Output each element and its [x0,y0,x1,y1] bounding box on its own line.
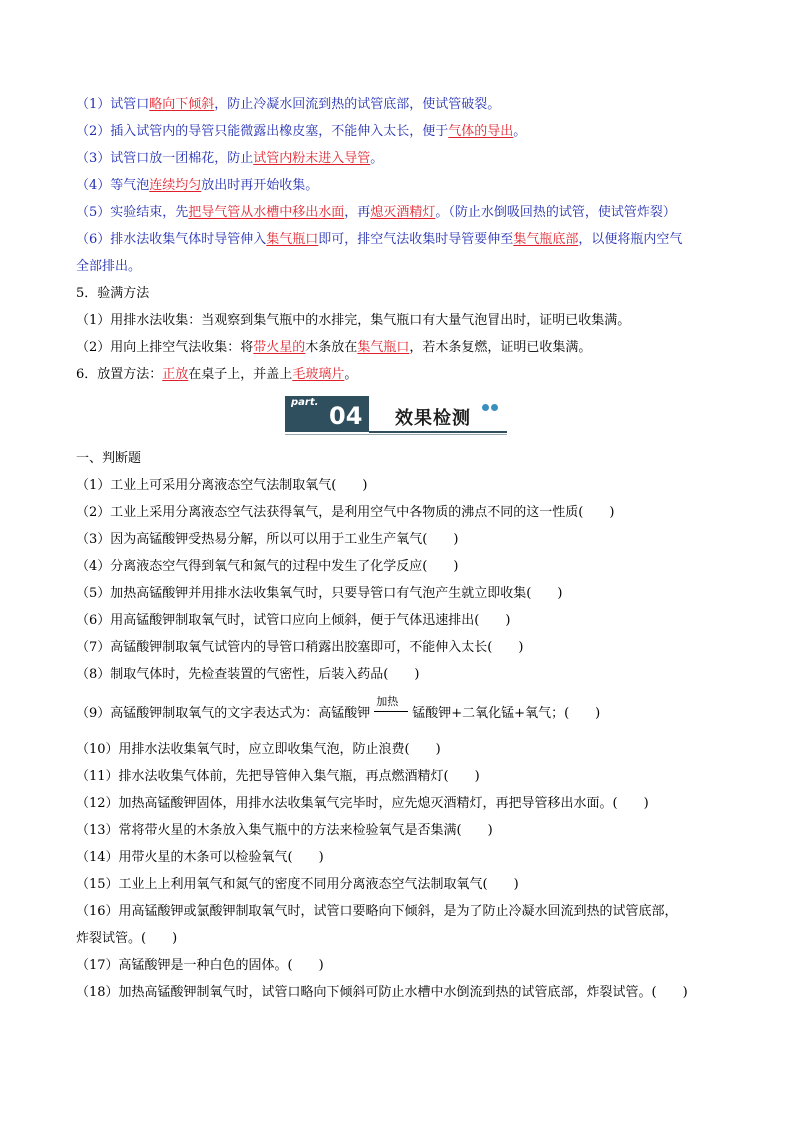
bubble-icon [482,396,500,415]
question-14: （14）用带火星的木条可以检验氧气( ) [76,850,324,865]
question-13: （13）常将带火星的木条放入集气瓶中的方法来检验氧气是否集满( ) [76,823,493,838]
question-17: （17）高锰酸钾是一种白色的固体。( ) [76,958,324,973]
note-text: （1）用排水法收集：当观察到集气瓶中的水排完，集气瓶口有大量气泡冒出时，证明已收集满。 [76,313,631,328]
note-line-3 [76,150,383,168]
section-6-heading [76,366,357,384]
note-text: 。 [513,124,527,139]
note-line-1 [76,96,500,114]
question-7: （7）高锰酸钾制取氧气试管内的导管口稍露出胶塞即可，不能伸入太长( ) [76,640,524,655]
question-1: （1）工业上可采用分离液态空气法制取氧气( ) [76,478,368,493]
note-line-4 [76,177,318,195]
question-16: （16）用高锰酸钾或氯酸钾制取氧气时，试管口要略向下倾斜，是为了防止冷凝水回流到热的试管底部， [76,904,678,919]
question-18: （18）加热高锰酸钾制氧气时，试管口略向下倾斜可防止水槽中水倒流到热的试管底部，炸裂试管。( ) [76,985,688,1000]
note-text: 。 [344,367,358,382]
question-16-cont: 炸裂试管。( ) [76,931,178,946]
question-3: （3）因为高锰酸钾受热易分解，所以可以用于工业生产氧气( ) [76,532,459,547]
note-line-9 [76,312,630,330]
heating-condition: 加热 [376,694,399,708]
note-text: ，再 [344,205,371,220]
note-text: ，若木条复燃，证明已收集满。 [409,340,592,355]
question-9 [76,694,601,723]
note-text: ，防止冷凝水回流到热的试管底部，使试管破裂。 [214,97,501,112]
answer-text: 熄灭酒精灯 [370,205,436,220]
part-banner [285,396,507,436]
answer-text: 连续均匀 [149,178,202,193]
q9-suffix: 锰酸钾+二氧化锰+氧气；( ) [412,706,601,721]
question-2: （2）工业上采用分离液态空气法获得氧气，是利用空气中各物质的沸点不同的这一性质( ) [76,505,615,520]
answer-text: 毛玻璃片 [292,367,345,382]
banner-number: 04 [329,402,363,430]
note-text: 即可，排空气法收集时导管要伸至 [318,232,514,247]
answer-text: 集气瓶底部 [513,232,579,247]
answer-text: 气体的导出 [448,124,514,139]
banner-divider [285,434,507,435]
note-line-5 [76,204,676,222]
banner-title: 效果检测 [395,408,471,429]
question-11: （11）排水法收集气体前，先把导管伸入集气瓶，再点燃酒精灯( ) [76,769,480,784]
note-text: ，以便将瓶内空气 [578,232,683,247]
question-5: （5）加热高锰酸钾并用排水法收集氧气时，只要导管口有气泡产生就立即收集( ) [76,586,563,601]
note-text: 。 [370,151,384,166]
note-text: 全部排出。 [76,259,142,274]
section-5-heading [76,285,149,303]
note-text: 在桌子上，并盖上 [188,367,293,382]
question-4: （4）分离液态空气得到氧气和氮气的过程中发生了化学反应( ) [76,559,459,574]
note-text: （1）试管口 [76,97,150,112]
answer-text: 正放 [162,367,189,382]
question-10: （10）用排水法收集氧气时，应立即收集气泡，防止浪费( ) [76,742,441,757]
note-text: （4）等气泡 [76,178,150,193]
note-text: 木条放在 [305,340,358,355]
answer-text: 集气瓶口 [266,232,319,247]
banner-part-label: part. [291,397,319,408]
answer-text: 略向下倾斜 [149,97,215,112]
note-text: 6．放置方法： [76,367,163,382]
note-text: （5）实验结束，先 [76,205,189,220]
question-12: （12）加热高锰酸钾固体，用排水法收集氧气完毕时，应先熄灭酒精灯，再把导管移出水面。( ) [76,796,649,811]
answer-text: 试管内粉末进入导管 [253,151,371,166]
note-text: 5．验满方法 [76,286,150,301]
note-text: （6）排水法收集气体时导管伸入 [76,232,267,247]
note-text: 。（防止水倒吸回热的试管，使试管炸裂） [435,205,676,220]
note-line-7 [76,258,141,276]
note-text: （2）插入试管内的导管只能微露出橡皮塞，不能伸入太长，便于 [76,124,449,139]
question-15: （15）工业上上利用氧气和氮气的密度不同用分离液态空气法制取氧气( ) [76,877,519,892]
answer-text: 带火星的 [253,340,306,355]
question-6: （6）用高锰酸钾制取氧气时，试管口应向上倾斜，便于气体迅速排出( ) [76,613,511,628]
note-line-10 [76,339,591,357]
note-text: （3）试管口放一团棉花，防止 [76,151,254,166]
note-text: 放出时再开始收集。 [201,178,319,193]
q9-prefix: （9）高锰酸钾制取氧气的文字表达式为：高锰酸钾 [76,706,371,721]
answer-text: 把导气管从水槽中移出水面 [188,205,345,220]
question-8: （8）制取气体时，先检查装置的气密性，后装入药品( ) [76,667,420,682]
note-line-6 [76,231,682,249]
note-line-2 [76,123,526,141]
answer-text: 集气瓶口 [357,340,410,355]
note-text: （2）用向上排空气法收集：将 [76,340,254,355]
banner-underline [369,431,507,433]
section-heading: 一、判断题 [76,451,142,466]
